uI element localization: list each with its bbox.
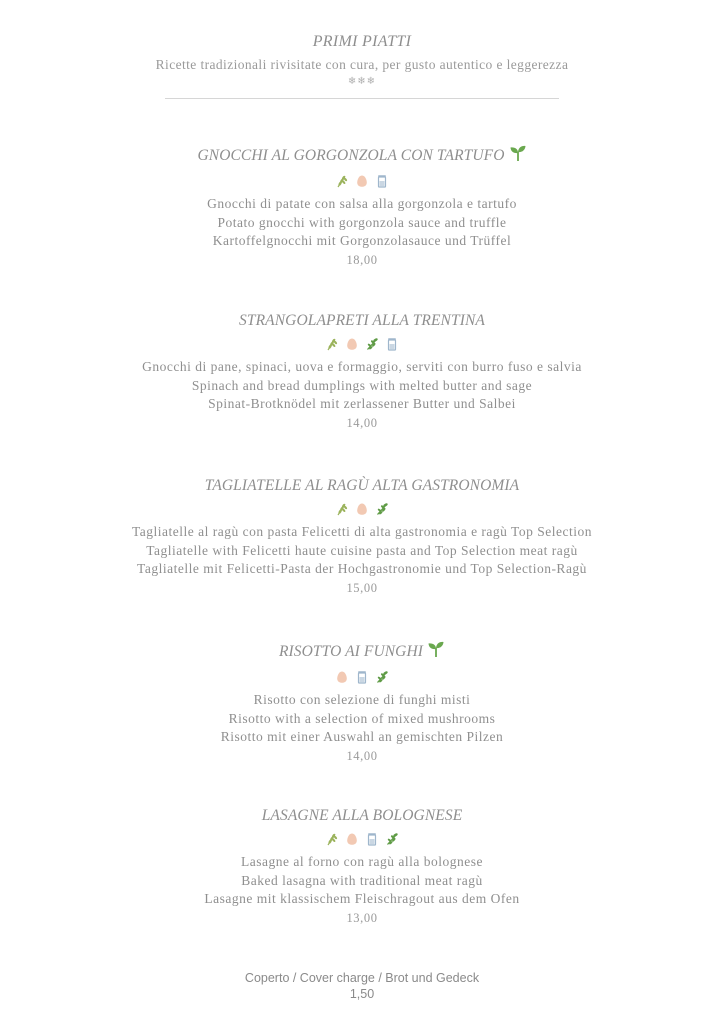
dish-description-en: Spinach and bread dumplings with melted butter and sage: [191, 377, 533, 393]
section-divider: [165, 98, 559, 99]
dish-description-it: Lasagne al forno con ragù alla bolognese: [241, 854, 483, 869]
wheat-icon: [335, 502, 349, 516]
egg-icon: [345, 337, 359, 351]
dish-lasagne-bolognese: [0, 805, 724, 927]
section-title: PRIMI PIATTI: [312, 33, 412, 50]
dish-description-de: Spinat-Brotknödel mit zerlassener Butter und Salbei: [208, 396, 516, 411]
celery-icon: [375, 502, 389, 516]
allergen-icons: [0, 499, 724, 517]
dish-description-de: Lasagne mit klassischem Fleischragout aus dem Ofen: [204, 891, 520, 906]
dish-name: LASAGNE ALLA BOLOGNESE: [261, 807, 463, 824]
cover-charge-price: 1,50: [349, 987, 375, 1001]
snowflake-ornament: ❄❄❄: [347, 76, 377, 87]
milk-icon: [365, 832, 379, 846]
milk-icon: [385, 337, 399, 351]
dish-price: 14,00: [346, 748, 378, 763]
dish-description-it: Tagliatelle al ragù con pasta Felicetti di alta gastronomia e ragù Top Selection: [132, 524, 592, 539]
dish-name: RISOTTO AI FUNGHI: [278, 643, 424, 660]
dish-description-en: Potato gnocchi with gorgonzola sauce and truffle: [217, 214, 507, 230]
allergen-icons: [0, 667, 724, 685]
dish-strangolapreti: [0, 310, 724, 432]
wheat-icon: [335, 174, 349, 188]
cover-charge: [0, 970, 724, 1002]
egg-icon: [355, 174, 369, 188]
dish-gnocchi-gorgonzola: [0, 144, 724, 269]
dish-description-de: Kartoffelgnocchi mit Gorgonzolasauce und Trüffel: [212, 233, 512, 248]
dish-risotto-funghi: [0, 640, 724, 765]
dish-description-en: Tagliatelle with Felicetti haute cuisine pasta and Top Selection meat ragù: [146, 542, 578, 558]
wheat-icon: [325, 337, 339, 351]
milk-icon: [375, 174, 389, 188]
allergen-icons: [0, 334, 724, 352]
dish-description-de: Tagliatelle mit Felicetti-Pasta der Hochgastronomie und Top Selection-Ragù: [137, 561, 587, 576]
allergen-icons: [0, 171, 724, 189]
dish-description-it: Risotto con selezione di funghi misti: [253, 692, 471, 707]
egg-icon: [335, 670, 349, 684]
sprout-icon: [427, 640, 445, 665]
section-subtitle: Ricette tradizionali rivisitate con cura, per gusto autentico e leggerezza: [155, 57, 569, 72]
wheat-icon: [325, 832, 339, 846]
celery-icon: [365, 337, 379, 351]
dish-name: GNOCCHI AL GORGONZOLA CON TARTUFO: [197, 147, 505, 164]
dish-description-it: Gnocchi di pane, spinaci, uova e formaggio, serviti con burro fuso e salvia: [142, 359, 582, 374]
egg-icon: [355, 502, 369, 516]
sprout-icon: [509, 144, 527, 169]
dish-name: STRANGOLAPRETI ALLA TRENTINA: [239, 312, 485, 329]
dish-description-de: Risotto mit einer Auswahl an gemischten Pilzen: [220, 729, 504, 744]
milk-icon: [355, 670, 369, 684]
dish-price: 13,00: [346, 910, 378, 925]
section-header: [0, 30, 724, 89]
dish-price: 18,00: [346, 252, 378, 267]
allergen-icons: [0, 829, 724, 847]
dish-price: 15,00: [346, 580, 378, 595]
cover-charge-label: Coperto / Cover charge / Brot und Gedeck: [244, 971, 480, 985]
dish-price: 14,00: [346, 415, 378, 430]
dish-description-en: Baked lasagna with traditional meat ragù: [241, 872, 483, 888]
dish-description-en: Risotto with a selection of mixed mushrooms: [228, 710, 496, 726]
egg-icon: [345, 832, 359, 846]
dish-tagliatelle-ragu: [0, 475, 724, 597]
dish-name: TAGLIATELLE AL RAGÙ ALTA GASTRONOMIA: [204, 477, 520, 494]
celery-icon: [385, 832, 399, 846]
dish-description-it: Gnocchi di patate con salsa alla gorgonzola e tartufo: [207, 196, 517, 211]
celery-icon: [375, 670, 389, 684]
